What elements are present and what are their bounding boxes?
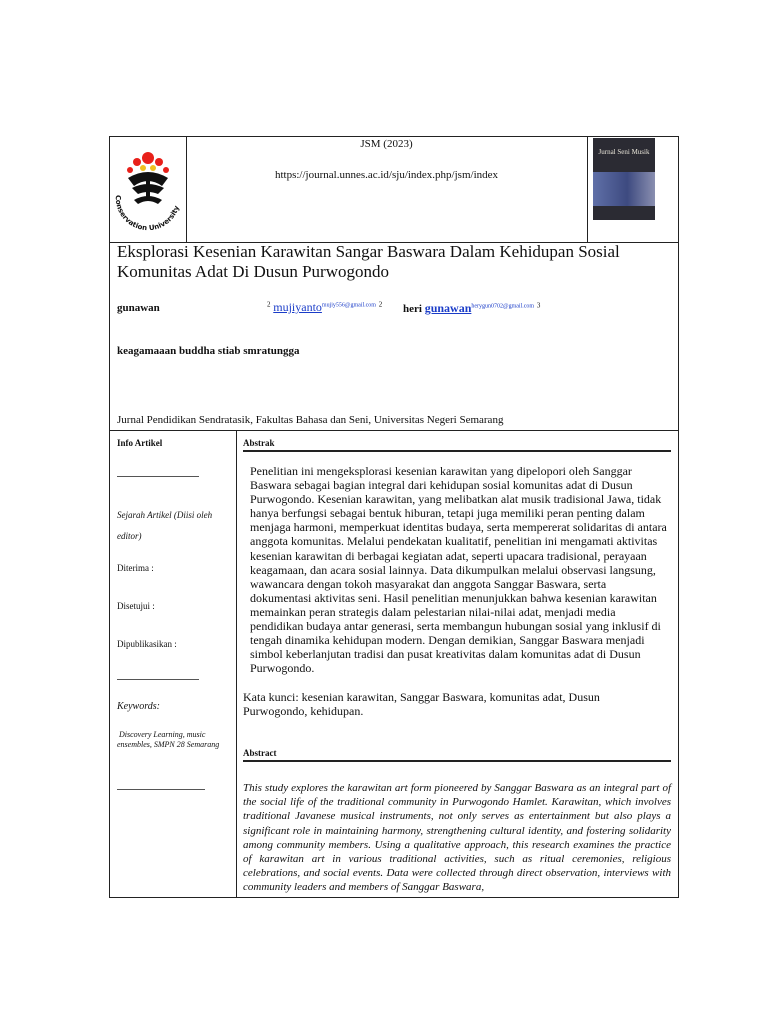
journal-url[interactable]: https://journal.unnes.ac.id/sju/index.php/jsm/index [274, 169, 499, 181]
author-2-sup-post: 2 [378, 300, 383, 309]
author-3 [403, 301, 540, 316]
sejarah-artikel: Sejarah Artikel (Diisi oleh editor) [117, 510, 213, 541]
journal-cover [587, 137, 678, 242]
disetujui: Disetujui : [117, 601, 155, 611]
author-2 [267, 300, 382, 315]
conservation-logo-icon [110, 137, 186, 242]
keywords-label: Keywords: [117, 701, 160, 712]
abstrak-rule [243, 450, 671, 452]
abstract-text: This study explores the karawitan art form pioneered by Sanggar Baswara as an integral part of the social life of the traditional community in Purwogondo Hamlet. Karawitan, which involves traditional Javanese musical instruments, not only serves as entertainment but also plays a significant role in maintaining harmony, strengthening cultural identity, and fostering solidarity among community members. Using a qualitative approach, this research examines the practice of karawitan art in various traditional activities, such as ritual ceremonies, religious celebrations, and social events. Data were collected through direct observation, interviews with community leaders and members of Sanggar Baswara, [243, 782, 671, 894]
abstract-rule [243, 760, 671, 762]
author-2-sup-pre: 2 [267, 300, 271, 309]
author-2-email[interactable]: mujiy556@gmail.com [321, 302, 376, 309]
university-logo [110, 137, 187, 242]
abstract-column [237, 430, 678, 898]
diterima: Diterima : [117, 563, 154, 573]
logo-text: Conservation University [113, 194, 181, 233]
author-3-sup: 3 [536, 301, 541, 310]
affiliation-2: Jurnal Pendidikan Sendratasik, Fakultas Bahasa dan Seni, Universitas Negeri Semarang [117, 414, 504, 426]
info-heading: Info Artikel [117, 438, 163, 448]
abstract-heading: Abstract [243, 748, 277, 758]
author-3-email[interactable]: herygun0702@gmail.com [471, 303, 535, 310]
article-info-column [110, 430, 237, 898]
cover-title: Jurnal Seni Musik [598, 148, 650, 156]
cover-band [593, 172, 655, 206]
journal-header [110, 137, 678, 243]
abstrak-heading: Abstrak [243, 438, 275, 448]
affiliation-1: keagamaaan buddha stiab smratungga [117, 345, 300, 357]
kata-kunci: Kata kunci: kesenian karawitan, Sanggar Baswara, komunitas adat, Dusun Purwogondo, kehidupan. [243, 690, 600, 718]
info-divider-1 [117, 476, 199, 477]
author-3-prefix: heri [403, 303, 422, 315]
info-divider-2 [117, 679, 199, 680]
title-block [110, 242, 678, 431]
cover-image [593, 138, 655, 220]
keywords: Discovery Learning, music ensembles, SMPN 28 Semarang [117, 730, 220, 749]
author-2-link[interactable]: mujiyanto [273, 300, 322, 314]
article-frame [109, 136, 679, 898]
author-1: gunawan [117, 302, 160, 314]
journal-info [186, 137, 588, 242]
journal-name: JSM (2023) [360, 138, 413, 150]
dipublikasikan: Dipublikasikan : [117, 639, 177, 649]
author-3-link[interactable]: gunawan [424, 301, 472, 315]
article-title: Eksplorasi Kesenian Karawitan Sangar Baswara Dalam Kehidupan Sosial Komunitas Adat Di Dusun Purwogondo [117, 242, 620, 281]
abstrak-text: Penelitian ini mengeksplorasi kesenian karawitan yang dipelopori oleh Sanggar Baswara sebagai bagian integral dari kehidupan sosial komunitas adat di Dusun Purwogondo. Kesenian karawitan, yang melibatkan alat musik tradisional Jawa, tidak hanya berfungsi sebagai bentuk hiburan, tetapi juga memiliki peran penting dalam menjaga harmoni, memperkuat identitas budaya, serta mempererat solidaritas di antara anggota komunitas. Melalui pendekatan kualitatif, penelitian ini mengamati aktivitas kesenian karawitan di berbagai kegiatan adat, seperti upacara tradisional, perayaan keagamaan, dan acara sosial lainnya. Data dikumpulkan melalui observasi langsung, wawancara dengan tokoh masyarakat dan anggota Sanggar Baswara, serta dokumentasi aktivitas seni. Hasil penelitian menunjukkan bahwa kesenian karawitan memainkan peran strategis dalam pelestarian nilai-nilai adat, menjadi media pendidikan budaya antar generasi, serta membangun hubungan sosial yang inklusif di tengah dinamika kehidupan modern. Dengan demikian, Sanggar Baswara menjadi simbol keberlanjutan tradisi dan pusat kreativitas dalam komunitas adat di Dusun Purwogondo. [250, 464, 667, 676]
info-divider-3 [117, 789, 205, 790]
